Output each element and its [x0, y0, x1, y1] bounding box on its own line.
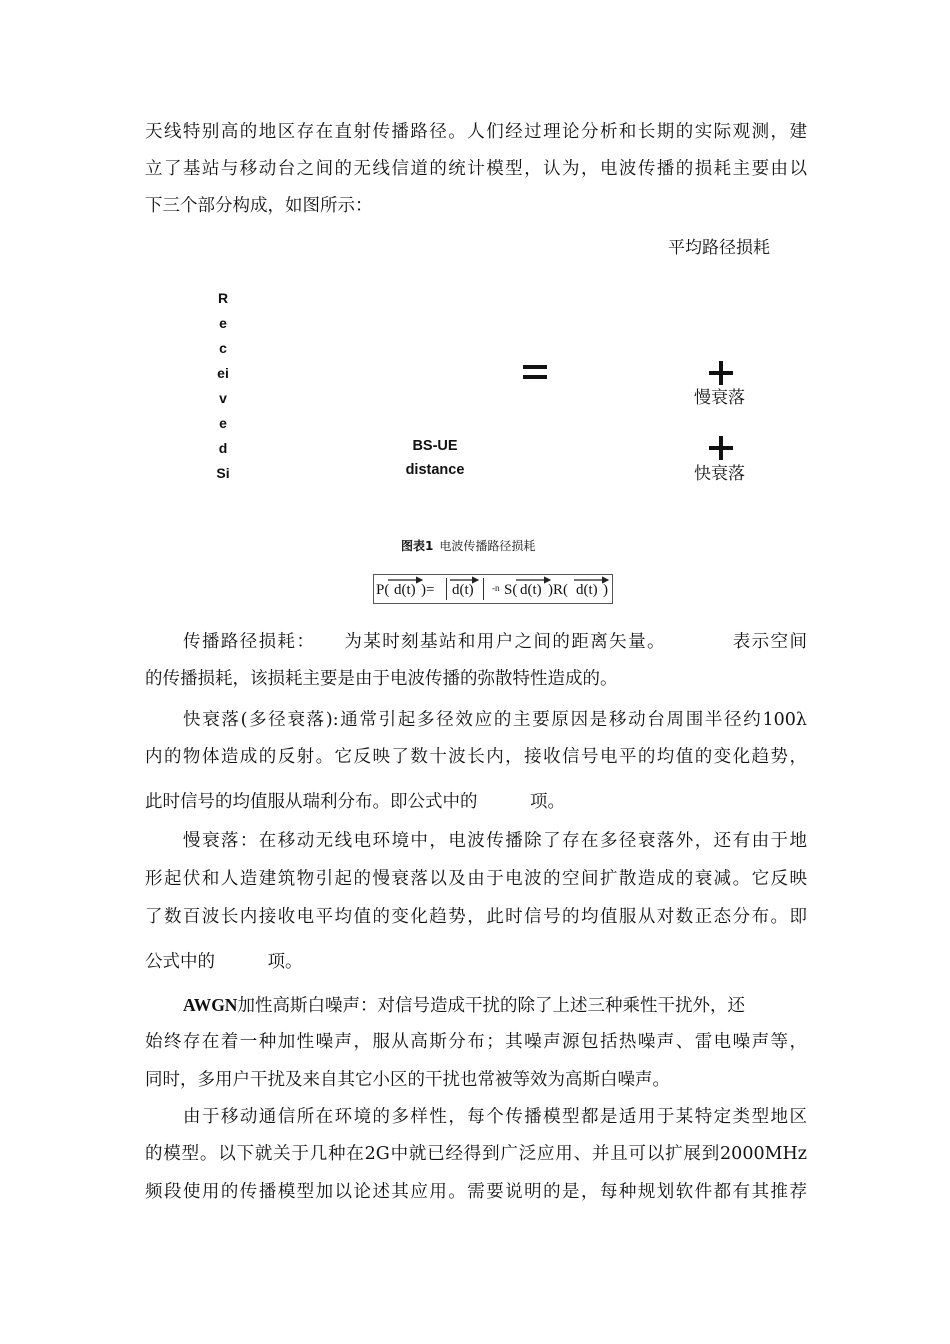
plus-sign-icon [709, 361, 733, 385]
models-line-2: 的模型。以下就关于几种在2G中就已经得到广泛应用、并且可以扩展到2000MHz [145, 1144, 807, 1164]
propagation-formula [373, 574, 613, 604]
formula-distance-vector: d(t) [452, 582, 474, 598]
y-axis-label [208, 286, 238, 486]
formula-p: P( [376, 582, 390, 598]
awgn-line-1-text: 加性高斯白噪声：对信号造成干扰的除了上述三种乘性干扰外，还 [237, 996, 745, 1016]
figure-caption [401, 536, 535, 556]
slow-fading-label: 慢衰落 [694, 388, 745, 408]
y-axis-letter: e [219, 315, 227, 331]
figure-caption-text: 电波传播路径损耗 [439, 539, 536, 553]
fast-fading-line-3: 此时信号的均值服从瑞利分布。即公式中的 项。 [145, 792, 565, 812]
formula-distance-vector: d(t) [520, 582, 542, 598]
formula-distance-vector: d(t) [394, 582, 416, 598]
formula-equals: )= [421, 582, 435, 598]
figure-number: 图表1 [401, 539, 434, 553]
slow-fading-line-4: 公式中的 项。 [145, 952, 303, 972]
y-axis-letter: d [218, 440, 228, 456]
models-line-3: 频段使用的传播模型加以论述其应用。需要说明的是，每种规划软件都有其推荐 [145, 1182, 807, 1202]
y-axis-letter: R [217, 290, 229, 306]
formula-close-paren: ) [603, 582, 608, 598]
fast-fading-line-2: 内的物体造成的反射。它反映了数十波长内，接收信号电平的均值的变化趋势， [145, 747, 807, 767]
x-axis-label-line-1: BS-UE [412, 438, 458, 454]
y-axis-letter: ei [217, 365, 229, 381]
formula-distance-vector: d(t) [576, 582, 598, 598]
formula-exponent: -n [492, 583, 500, 593]
y-axis-letter: e [219, 415, 227, 431]
y-axis-letter: v [219, 390, 227, 406]
intro-line-3: 下三个部分构成，如图所示： [145, 196, 373, 216]
awgn-line-2: 始终存在着一种加性噪声，服从高斯分布；其噪声源包括热噪声、雷电噪声等， [145, 1032, 807, 1052]
slow-fading-line-3: 了数百波长内接收电平均值的变化趋势，此时信号的均值服从对数正态分布。即 [145, 907, 807, 927]
y-axis-letter: c [219, 340, 227, 356]
awgn-line-1 [183, 988, 807, 1022]
fast-fading-line-1: 快衰落(多径衰落):通常引起多径效应的主要原因是移动台周围半径约100λ [183, 710, 807, 730]
path-loss-line-1: 传播路径损耗： 为某时刻基站和用户之间的距离矢量。 表示空间 [183, 632, 807, 652]
intro-line-2: 立了基站与移动台之间的无线信道的统计模型，认为，电波传播的损耗主要由以 [145, 159, 807, 179]
awgn-line-3: 同时，多用户干扰及来自其它小区的干扰也常被等效为高斯白噪声。 [145, 1070, 670, 1090]
x-axis-label [395, 434, 475, 482]
awgn-term: AWGN [183, 995, 238, 1015]
path-loss-label: 平均路径损耗 [668, 238, 770, 258]
path-loss-line-2: 的传播损耗，该损耗主要是由于电波传播的弥散特性造成的。 [145, 669, 618, 689]
slow-fading-line-1: 慢衰落：在移动无线电环境中，电波传播除了存在多径衰落外，还有由于地 [183, 831, 807, 851]
x-axis-label-line-2: distance [405, 462, 465, 478]
formula-s: S( [504, 582, 518, 598]
fast-fading-label: 快衰落 [694, 464, 745, 484]
models-line-1: 由于移动通信所在环境的多样性，每个传播模型都是适用于某特定类型地区 [183, 1107, 807, 1127]
plus-sign-icon [709, 436, 733, 460]
slow-fading-line-2: 形起伏和人造建筑物引起的慢衰落以及由于电波的空间扩散造成的衰减。它反映 [145, 869, 807, 889]
intro-line-1: 天线特别高的地区存在直射传播路径。人们经过理论分析和长期的实际观测，建 [145, 122, 807, 142]
equals-sign-icon [523, 362, 549, 382]
formula-r: )R( [548, 582, 568, 598]
y-axis-letter: Si [216, 465, 230, 481]
